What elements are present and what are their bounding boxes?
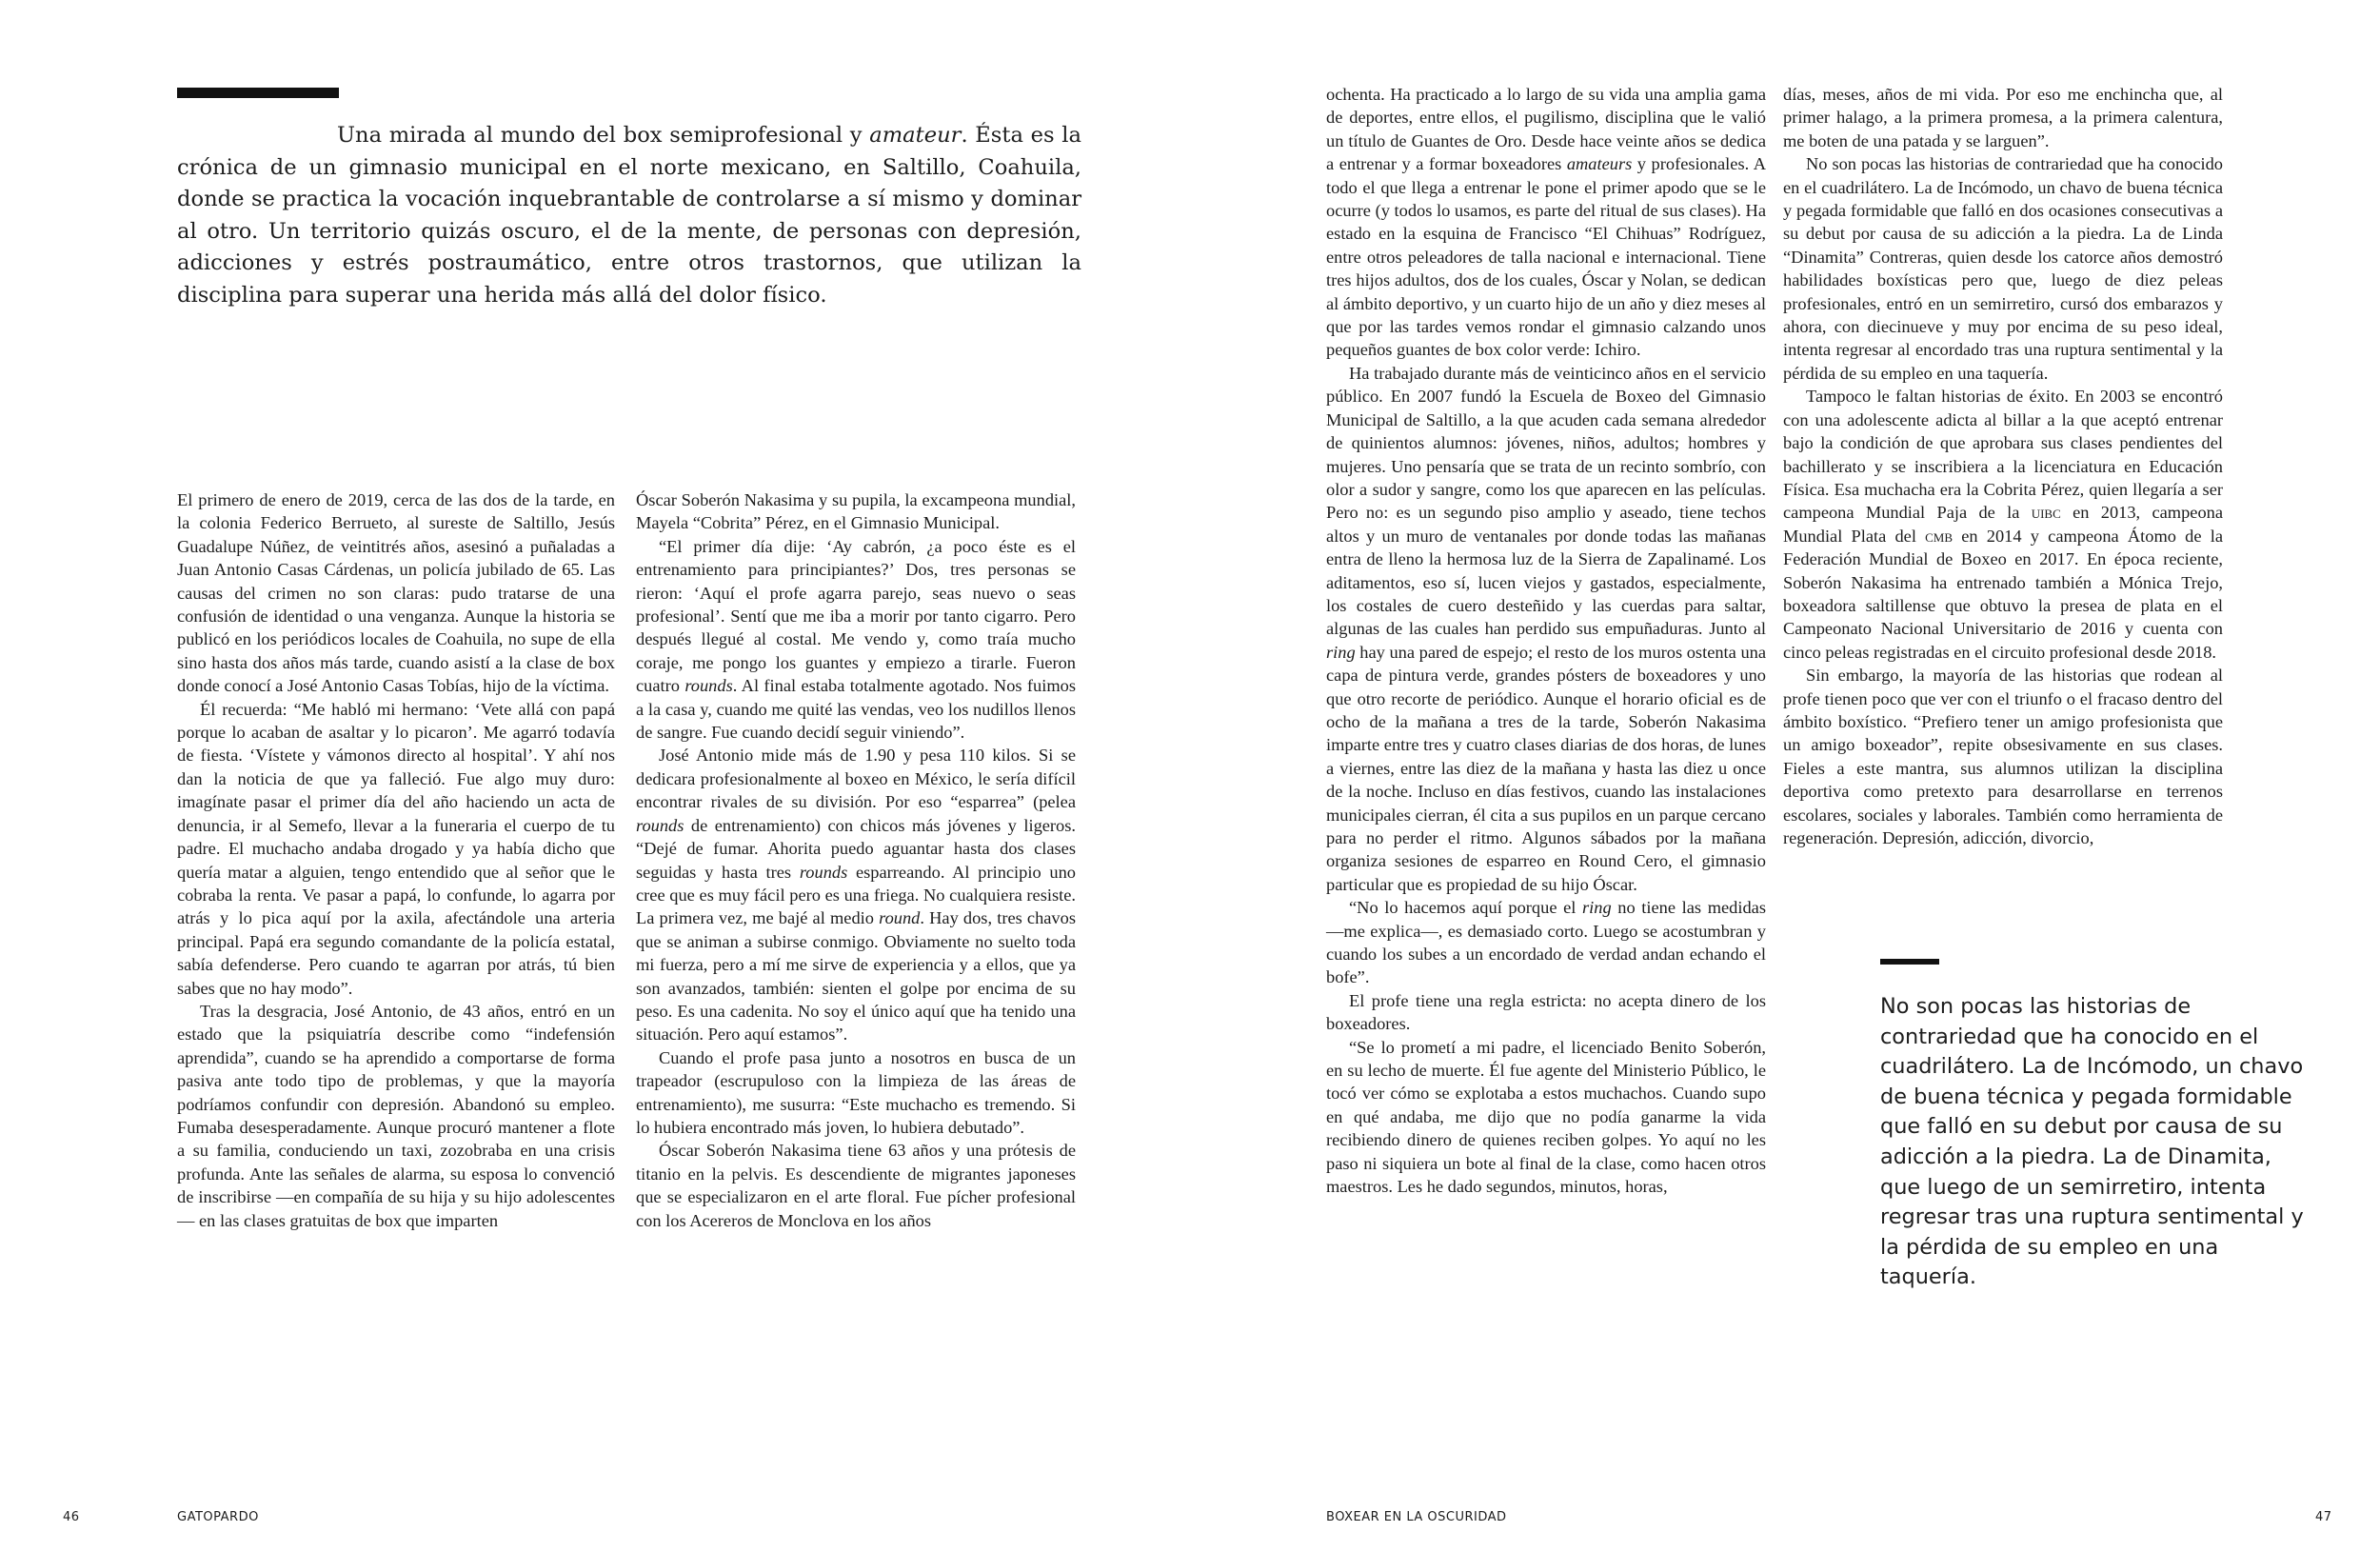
paragraph: Sin embargo, la mayoría de las historias que rodean al profe tienen poco que ver con el triunfo o el fracaso dentro del ámbito boxístico. “Prefiero tener un amigo profesionista que un amigo boxeador”, repite obsesivamente en sus clases. Fieles a este mantra, sus alumnos utilizan la disciplina deportiva como pretexto para desarrollarse en terrenos escolares, sociales y laborales. También como herramienta de regeneración. Depresión, adicción, divorcio, — [1783, 666, 2223, 847]
paragraph: “Se lo prometí a mi padre, el licenciado Benito Soberón, en su lecho de muerte. Él fue agente del Ministerio Público, le tocó ver cómo se explotaba a estos muchachos. Cuando supo en qué andaba, me dijo que no podía ganarme la vida recibiendo dinero de quienes reciben golpes. Yo aquí no les paso ni siquiera un bote al final de la clase, como hacen otros maestros. Les he dado segundos, minutos, horas, — [1326, 1037, 1766, 1197]
article-deck: Una mirada al mundo del box semiprofesional y amateur. Ésta es la crónica de un gimnasio municipal en el norte mexicano, en Saltillo, Coahuila, donde se practica la vocación inquebrantable de controlarse a sí mismo y dominar al otro. Un territorio quizás oscuro, el de la mente, de personas con depresión, adicciones y estrés postraumático, entre otros trastornos, que utilizan la disciplina para superar una herida más allá del dolor físico. — [177, 123, 1081, 308]
body-column-2 — [636, 488, 1076, 1232]
paragraph: No son pocas las historias de contrariedad que ha conocido en el cuadrilátero. La de Incómodo, un chavo de buena técnica y pegada formidable que falló en dos ocasiones consecutivas a su debut por causa de su adicción a la piedra. La de Linda “Dinamita” Contreras, quien desde los catorce años demostró habilidades boxísticas pero que, luego de diez peleas profesionales, entró en un semirretiro, cursó dos embarazos y ahora, con diecinueve y muy por encima de su peso ideal, intenta regresar al encordado tras una ruptura sentimental y la pérdida de su empleo en una taquería. — [1783, 154, 2223, 383]
paragraph: Él recuerda: “Me habló mi hermano: ‘Vete allá con papá porque lo acaban de asaltar y lo picaron’. Me agarró todavía de fiesta. ‘Vístete y vámonos directo al hospital’. Y ahí nos dan la noticia de que ya falleció. Fue algo muy duro: imagínate pasar el primer día del año haciendo un acta de denuncia, ir al Semefo, llevar a la funeraria el cuerpo de tu padre. El muchacho andaba drogado y ya había dicho que quería matar a alguien, tengo entendido que al señor que le cobraba la renta. Ve pasar a papá, lo confunde, lo agarra por atrás y lo pica aquí por la axila, afectándole una arteria principal. Papá era segundo comandante de la policía estatal, sabía defenderse. Pero cuando te agarran por atrás, tú bien sabes que no hay modo”. — [177, 699, 615, 998]
body-column-4 — [1783, 83, 2223, 849]
pull-quote-rule — [1880, 959, 1939, 965]
deck-rule — [177, 88, 339, 98]
page-number-right: 47 — [2315, 1510, 2332, 1524]
paragraph: El profe tiene una regla estricta: no acepta dinero de los boxeadores. — [1326, 990, 1766, 1034]
paragraph: Tampoco le faltan historias de éxito. En 2003 se encontró con una adolescente adicta al billar a la que aceptó entrenar bajo la condición de que aprobara sus clases pendientes del bachillerato y se inscribiera a la licenciatura en Educación Física. Esa muchacha era la Cobrita Pérez, quien llegaría a ser campeona Mundial Paja de la uibc en 2013, campeona Mundial Plata del cmb en 2014 y campeona Átomo de la Federación Mundial de Boxeo en 2017. En época reciente, Soberón Nakasima ha entrenado también a Mónica Trejo, boxeadora saltillense que obtuvo la presea de plata en el Campeonato Nacional Universitario de 2016 y cuenta con cinco peleas registradas en el circuito profesional desde 2018. — [1783, 387, 2223, 662]
paragraph: El primero de enero de 2019, cerca de las dos de la tarde, en la colonia Federico Berrueto, al sureste de Saltillo, Jesús Guadalupe Núñez, de veintitrés años, asesinó a puñaladas a Juan Antonio Casas Cárdenas, un policía jubilado de 65. Las causas del crimen no son claras: pudo tratarse de una confusión de identidad o una venganza. Aunque la historia se publicó en los periódicos locales de Coahuila, no supe de ella sino hasta dos años más tarde, cuando asistí a la clase de box donde conocí a José Antonio Casas Tobías, hijo de la víctima. — [177, 490, 615, 696]
paragraph: Tras la desgracia, José Antonio, de 43 años, entró en un estado que la psiquiatría describe como “indefensión aprendida”, cuando se ha aprendido a comportarse de forma pasiva ante todo tipo de problemas, y que la mayoría podríamos confundir con depresión. Abandonó su empleo. Fumaba desesperadamente. Aunque procuró mantener a flote a su familia, conduciendo un taxi, zozobraba en una crisis profunda. Ante las señales de alarma, su esposa lo convenció de inscribirse —en compañía de su hija y su hijo adolescentes— en las clases gratuitas de box que imparten — [177, 1001, 615, 1230]
paragraph: Ha trabajado durante más de veinticinco años en el servicio público. En 2007 fundó la Escuela de Boxeo del Gimnasio Municipal de Saltillo, a la que acuden cada semana alrededor de quinientos alumnos: jóvenes, niños, adultos; hombres y mujeres. Uno pensaría que se trata de un recinto sombrío, con olor a sudor y sangre, como los que aparecen en las películas. Pero no: es un segundo piso amplio y aseado, tiene techos altos y un muro de ventanales por donde todas las mañanas entra de lleno la hermosa luz de la Sierra de Zapalinamé. Los aditamentos, eso sí, lucen viejos y gastados, especialmente, los costales de cuero desteñido y las cuerdas para saltar, algunas de las cuales han perdido sus empuñaduras. Junto al ring hay una pared de espejo; el resto de los muros ostenta una capa de pintura verde, grandes pósters de boxeadores y uno que otro recorte de periódico. Aunque el horario oficial es de ocho de la mañana a tres de la tarde, Soberón Nakasima imparte entre tres y cuatro clases diarias de dos horas, de lunes a viernes, entre las diez de la mañana y hasta las diez u once de la noche. Incluso en días festivos, cuando las instalaciones municipales cierran, él cita a sus pupilos en un parque cercano para no perder el ritmo. Algunos sábados por la mañana organiza sesiones de esparreo en Round Cero, el gimnasio particular que es propiedad de su hijo Óscar. — [1326, 363, 1766, 894]
paragraph: “No lo hacemos aquí porque el ring no tiene las medidas —me explica—, es demasiado corto. Luego se acostumbran y cuando los subes a un encordado de verdad andan echando el bofe”. — [1326, 898, 1766, 987]
page-number-left: 46 — [63, 1510, 80, 1524]
section-title: BOXEAR EN LA OSCURIDAD — [1326, 1510, 1507, 1524]
paragraph: ochenta. Ha practicado a lo largo de su vida una amplia gama de deportes, entre ellos, el pugilismo, disciplina que le valió un título de Guantes de Oro. Desde hace veinte años se dedica a entrenar y a formar boxeadores amateurs y profesionales. A todo el que llega a entrenar le pone el primer apodo que se le ocurre (y todos lo usamos, es parte del ritual de sus clases). Ha estado en la esquina de Francisco “El Chihuas” Rodríguez, entre otros peleadores de talla nacional e internacional. Tiene tres hijos adultos, dos de los cuales, Óscar y Nolan, se dedican al ámbito deportivo, y un cuarto hijo de un año y diez meses al que por las tardes vemos rondar el gimnasio calzando unos pequeños guantes de box color verde: Ichiro. — [1326, 85, 1767, 360]
paragraph: días, meses, años de mi vida. Por eso me enchincha que, al primer halago, a la primera promesa, a la primera calentura, me boten de una patada y se larguen”. — [1783, 85, 2223, 150]
body-column-3 — [1326, 83, 1766, 1199]
magazine-name: GATOPARDO — [177, 1510, 259, 1524]
pull-quote: No son pocas las historias de contrariedad que ha conocido en el cuadrilátero. La de Incómodo, un chavo de buena técnica y pegada formidable que falló en su debut por causa de su adicción a la piedra. La de Dinamita, que luego de un semirretiro, intenta regresar tras una ruptura sentimental y la pérdida de su empleo en una taquería. — [1880, 994, 2304, 1290]
body-column-1 — [177, 488, 615, 1232]
paragraph: Cuando el profe pasa junto a nosotros en busca de un trapeador (escrupuloso con la limpieza de las áreas de entrenamiento), me susurra: “Este muchacho es tremendo. Si lo hubiera encontrado más joven, lo hubiera debutado”. — [636, 1047, 1076, 1137]
paragraph: Óscar Soberón Nakasima tiene 63 años y una prótesis de titanio en la pelvis. Es descendiente de migrantes japoneses que se especializaron en el arte floral. Fue pícher profesional con los Acereros de Monclova en los años — [636, 1141, 1076, 1230]
paragraph: José Antonio mide más de 1.90 y pesa 110 kilos. Si se dedicara profesionalmente al boxeo en México, le sería difícil encontrar rivales de su división. Por eso “esparrea” (pelea rounds de entrenamiento) con chicos más jóvenes y ligeros. “Dejé de fumar. Ahorita puedo aguantar hasta dos clases seguidas y hasta tres rounds esparreando. Al principio uno cree que es muy fácil pero es una friega. No cualquiera resiste. La primera vez, me bajé al medio round. Hay dos, tres chavos que se animan a subirse conmigo. Obviamente no suelto toda mi fuerza, pero a mí me sirve de experiencia y a ellos, que ya son avanzados, también: sienten el golpe por encima de su peso. Es una cadenita. No soy el único aquí que ha tenido una situación. Pero aquí estamos”. — [636, 746, 1076, 1045]
paragraph: Óscar Soberón Nakasima y su pupila, la excampeona mundial, Mayela “Cobrita” Pérez, en el Gimnasio Municipal. — [636, 490, 1076, 533]
paragraph: “El primer día dije: ‘Ay cabrón, ¿a poco éste es el entrenamiento para principiantes?’ Dos, tres personas se rieron: ‘Aquí el profe agarra parejo, seas nuevo o seas profesional’. Sentí que me iba a morir por tanto cigarro. Pero después llegué al costal. Me vendo y, como traía mucho coraje, me pongo los guantes y empiezo a tirarle. Fueron cuatro rounds. Al final estaba totalmente agotado. Nos fuimos a la casa y, cuando me quité las vendas, veo los nudillos llenos de sangre. Fue cuando decidí seguir viniendo”. — [636, 536, 1076, 743]
